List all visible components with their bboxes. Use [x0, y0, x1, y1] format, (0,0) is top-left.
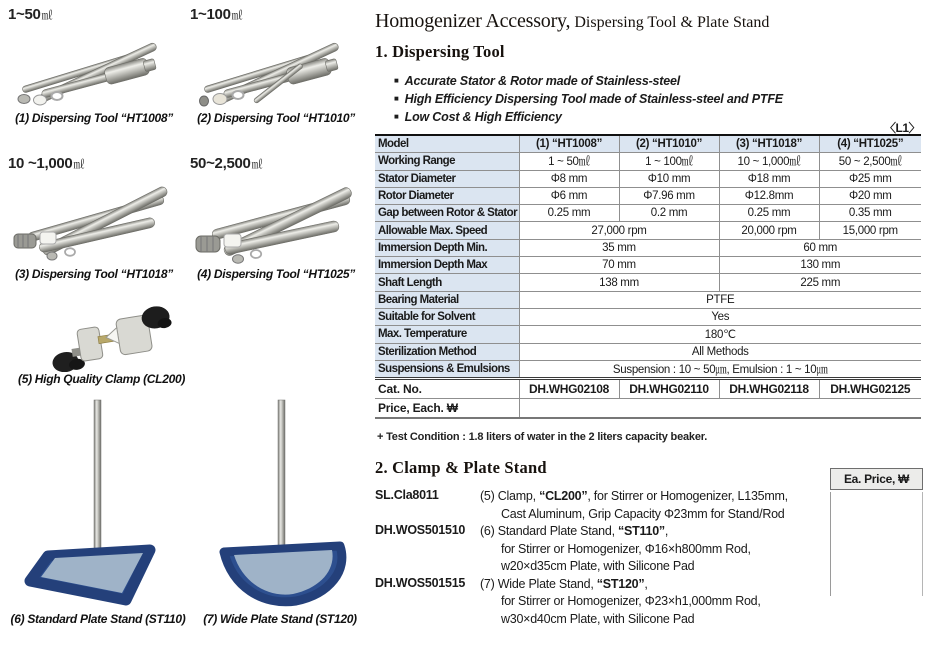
item-description-line: w20×d35cm Plate, with Silicone Pad — [501, 559, 695, 573]
page-title-sub: Dispersing Tool & Plate Stand — [574, 14, 770, 31]
table-row-shaft-length: Shaft Length 138 mm 225 mm — [375, 274, 921, 291]
feature-bullet: ■ Accurate Stator & Rotor made of Stainless-steel — [394, 74, 681, 88]
table-row-working-range: Working Range 1 ~ 50㎖ 1 ~ 100㎖ 10 ~ 1,000㎖ 50 ~ 2,500㎖ — [375, 153, 921, 170]
item-description-line: Cast Aluminum, Grip Capacity Φ23mm for Stand/Rod — [501, 506, 785, 521]
table-row-price: Price, Each. ₩ — [375, 399, 921, 419]
figure-caption: (7) Wide Plate Stand (ST120) — [203, 612, 357, 626]
volume-label: 1~50㎖ — [8, 6, 53, 23]
spec-table — [375, 134, 921, 419]
dispersing-tool-image — [190, 23, 360, 111]
ea-price-column — [830, 492, 923, 596]
item-description-line: for Stirrer or Homogenizer, Φ23×h1,000mm Rod, — [501, 594, 761, 608]
bullet-square-icon: ■ — [394, 76, 399, 85]
volume-label: 1~100㎖ — [190, 6, 243, 23]
item-description-line: (7) Wide Plate Stand, “ST120”, — [480, 576, 648, 591]
page-title-main: Homogenizer Accessory, — [375, 10, 571, 32]
volume-label: 10 ~1,000㎖ — [8, 155, 85, 172]
test-condition-note: + Test Condition : 1.8 liters of water in the 2 liters capacity beaker. — [377, 431, 708, 443]
feature-bullet: ■ Low Cost & High Efficiency — [394, 110, 562, 124]
table-row-solvent: Suitable for Solvent Yes — [375, 308, 921, 325]
figure-caption: (2) Dispersing Tool “HT1010” — [197, 111, 355, 125]
table-row-bearing: Bearing Material PTFE — [375, 291, 921, 308]
bullet-square-icon: ■ — [394, 94, 399, 103]
table-row-suspensions: Suspensions & Emulsions Suspension : 10 ~ 50㎛, Emulsion : 1 ~ 10㎛ — [375, 360, 921, 378]
table-row-sterilization: Sterilization Method All Methods — [375, 343, 921, 360]
table-row-stator-diameter: Stator Diameter Φ8 mm Φ10 mm Φ18 mm Φ25 mm — [375, 170, 921, 187]
table-row-max-speed: Allowable Max. Speed 27,000 rpm 20,000 rpm 15,000 rpm — [375, 222, 921, 239]
clamp-image — [40, 298, 190, 372]
section2-items — [375, 488, 825, 628]
feature-bullet: ■ High Efficiency Dispersing Tool made of Stainless-steel and PTFE — [394, 92, 783, 106]
dispersing-tool-image — [190, 172, 360, 267]
table-row-immersion-max: Immersion Depth Max 70 mm 130 mm — [375, 257, 921, 274]
ml-unit: ㎖ — [41, 10, 53, 22]
catalog-code: SL.Cla8011 — [375, 488, 439, 502]
page-title — [375, 10, 769, 33]
figure-standard-plate-stand — [8, 398, 188, 626]
catalog-code: DH.WOS501515 — [375, 575, 466, 590]
item-description-line: (6) Standard Plate Stand, “ST110”, — [480, 524, 669, 538]
item-description-line: for Stirrer or Homogenizer, Φ16×h800mm Rod, — [501, 541, 751, 556]
ml-unit: ㎖ — [73, 159, 85, 171]
figure-caption: (3) Dispersing Tool “HT1018” — [15, 267, 173, 281]
ml-unit: ㎖ — [231, 10, 243, 22]
figure-dispersing-tool-1 — [8, 6, 180, 125]
table-row-rotor-diameter: Rotor Diameter Φ6 mm Φ7.96 mm Φ12.8mm Φ20 mm — [375, 187, 921, 204]
plate-stand-image — [192, 398, 368, 612]
item-description-line: (5) Clamp, “CL200”, for Stirrer or Homogenizer, L135mm, — [480, 489, 788, 503]
catalog-code: DH.WOS501510 — [375, 523, 466, 537]
price-empty-cell — [519, 399, 921, 419]
figure-dispersing-tool-4 — [190, 155, 362, 281]
figure-wide-plate-stand — [192, 398, 368, 626]
volume-label: 50~2,500㎖ — [190, 155, 263, 172]
figure-dispersing-tool-2 — [190, 6, 362, 125]
ea-price-header: Ea. Price, ₩ — [830, 468, 923, 490]
figure-caption: (4) Dispersing Tool “HT1025” — [197, 267, 355, 281]
ml-unit: ㎖ — [251, 159, 263, 171]
section2-heading: 2. Clamp & Plate Stand — [375, 458, 547, 477]
dispersing-tool-image — [8, 23, 178, 111]
list-item-clamp — [375, 488, 825, 523]
plate-stand-image — [8, 398, 188, 612]
item-description-line: w30×d40cm Plate, with Silicone Pad — [501, 611, 695, 626]
figure-caption: (6) Standard Plate Stand (ST110) — [10, 612, 186, 626]
bullet-square-icon: ■ — [394, 112, 399, 121]
table-row-immersion-min: Immersion Depth Min. 35 mm 60 mm — [375, 239, 921, 256]
table-row-gap: Gap between Rotor & Stator 0.25 mm 0.2 mm 0.25 mm 0.35 mm — [375, 205, 921, 222]
feature-bullets — [394, 72, 783, 126]
figure-clamp — [18, 298, 318, 386]
table-row-max-temperature: Max. Temperature 180℃ — [375, 326, 921, 343]
dispersing-tool-image — [8, 172, 178, 267]
table-row-cat-no: Cat. No. DH.WHG02108 DH.WHG02110 DH.WHG02118 DH.WHG02125 — [375, 379, 921, 399]
page-ref-tag: 〈L1〉 — [883, 121, 920, 135]
table-row-model: Model (1) “HT1008” (2) “HT1010” (3) “HT1018” (4) “HT1025” — [375, 135, 921, 153]
section1-heading: 1. Dispersing Tool — [375, 42, 505, 61]
figure-caption: (1) Dispersing Tool “HT1008” — [15, 111, 173, 125]
list-item-standard-stand — [375, 523, 825, 576]
figure-caption: (5) High Quality Clamp (CL200) — [18, 372, 186, 386]
list-item-wide-stand — [375, 576, 825, 629]
figure-dispersing-tool-3 — [8, 155, 180, 281]
